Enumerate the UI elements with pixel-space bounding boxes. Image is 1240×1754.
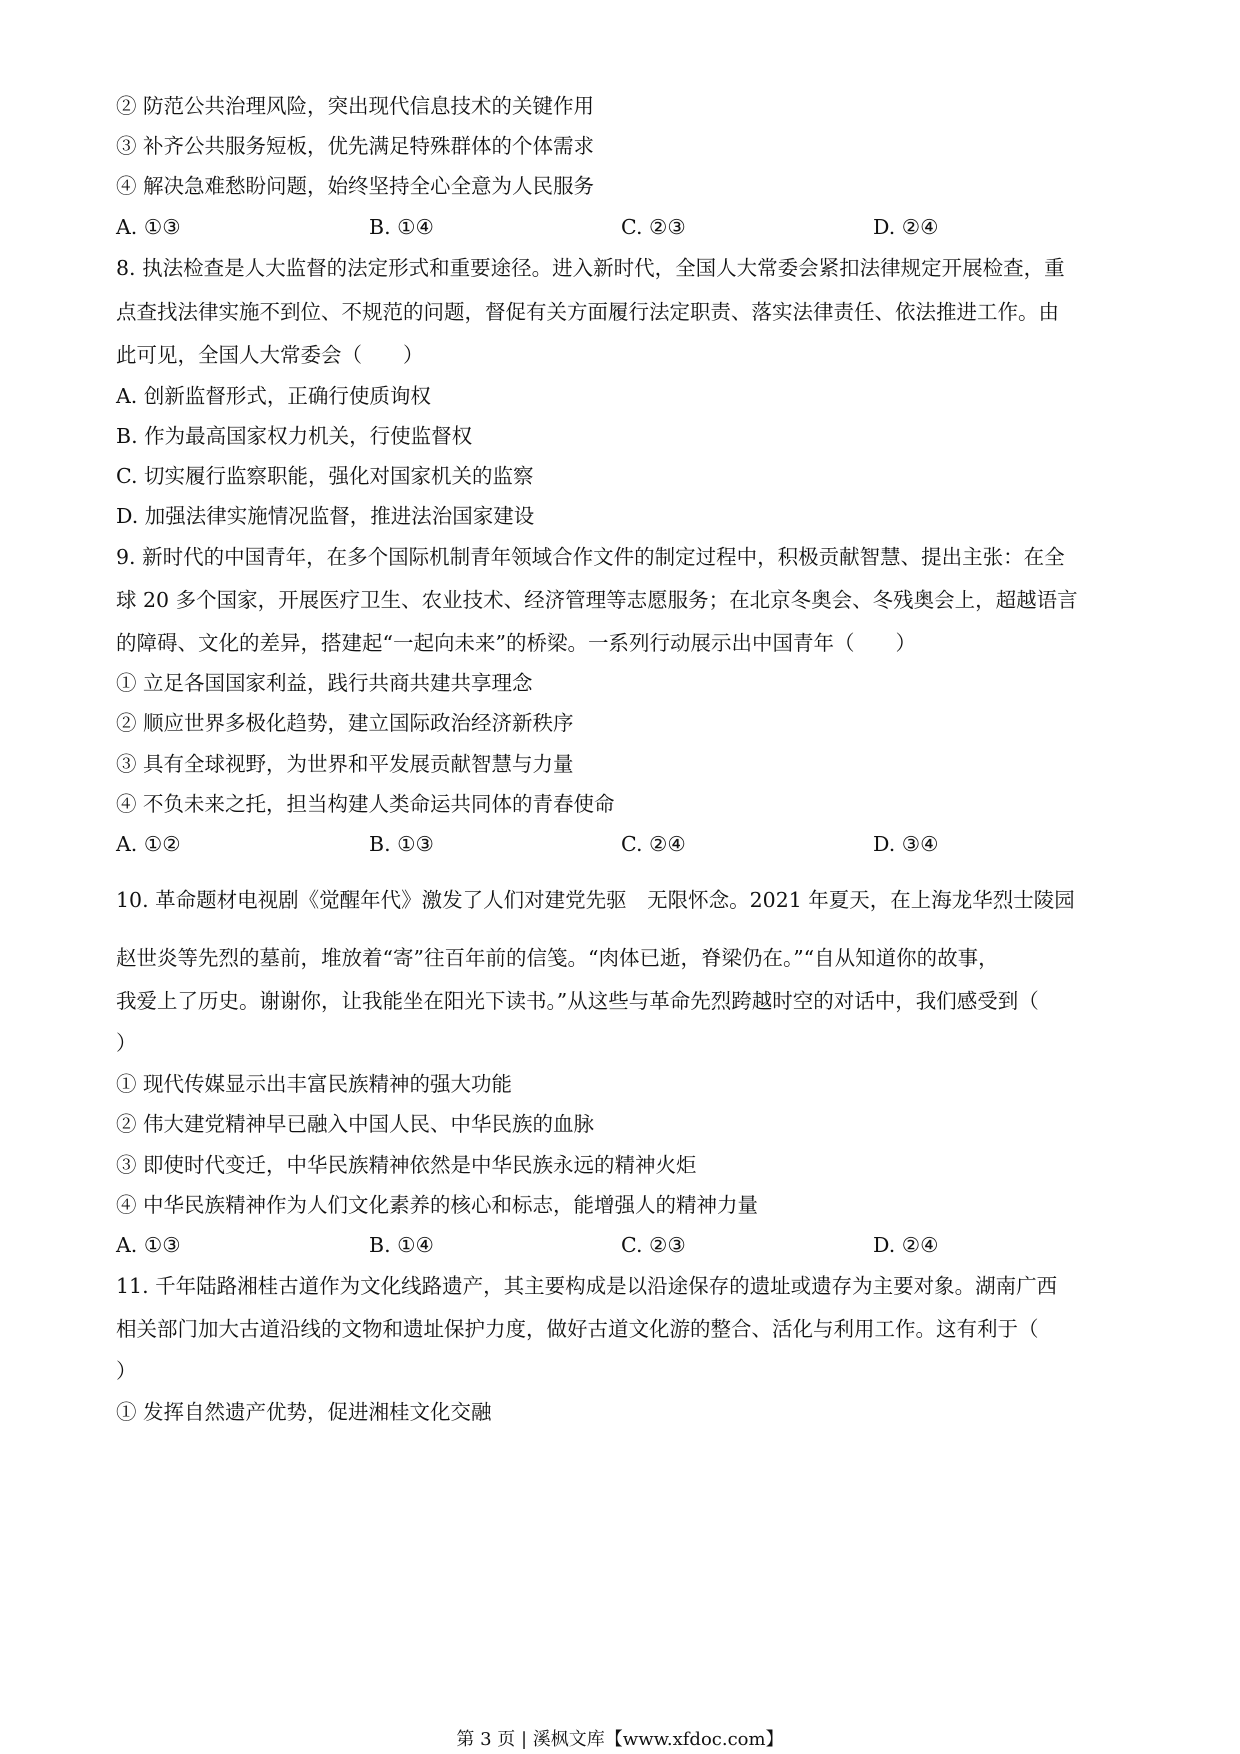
option-statement-3: ③ 具有全球视野，为世界和平发展贡献智慧与力量 bbox=[116, 752, 574, 776]
answer-choice-a: A. ①② bbox=[116, 832, 181, 856]
question-9-stem-line3: 的障碍、文化的差异，搭建起“一起向未来”的桥梁。一系列行动展示出中国青年（ ） bbox=[116, 631, 916, 655]
answer-choice-b: B. ①③ bbox=[369, 832, 434, 856]
option-statement-4: ④ 不负未来之托，担当构建人类命运共同体的青春使命 bbox=[116, 792, 615, 816]
option-statement-4: ④ 解决急难愁盼问题，始终坚持全心全意为人民服务 bbox=[116, 174, 595, 198]
option-statement-3: ③ 补齐公共服务短板，优先满足特殊群体的个体需求 bbox=[116, 134, 595, 158]
question-11-stem: 11. 千年陆路湘桂古道作为文化线路遗产，其主要构成是以沿途保存的遗址或遗存为主要对象。湖南广西 bbox=[116, 1274, 1058, 1298]
question-10-stem-line2: 赵世炎等先烈的墓前，堆放着“寄”往百年前的信笺。“肉体已逝，脊梁仍在。”“自从知道你的故事， bbox=[116, 946, 999, 970]
answer-choice-d: D. ②④ bbox=[873, 215, 939, 239]
option-statement-3: ③ 即使时代变迁，中华民族精神依然是中华民族永远的精神火炬 bbox=[116, 1153, 697, 1177]
answer-choice-c: C. ②③ bbox=[621, 1233, 686, 1257]
option-statement-2: ② 防范公共治理风险，突出现代信息技术的关键作用 bbox=[116, 94, 595, 118]
answer-choice-d: D. ③④ bbox=[873, 832, 939, 856]
question-11-stem-line3: ） bbox=[116, 1359, 137, 1383]
question-8-stem-line2: 点查找法律实施不到位、不规范的问题，督促有关方面履行法定职责、落实法律责任、依法推进工作。由 bbox=[116, 300, 1059, 324]
question-8-choice-c: C. 切实履行监察职能，强化对国家机关的监察 bbox=[116, 464, 534, 488]
answer-choices-q9 bbox=[116, 830, 1116, 858]
question-8-choice-d: D. 加强法律实施情况监督，推进法治国家建设 bbox=[116, 504, 535, 528]
option-statement-2: ② 伟大建党精神早已融入中国人民、中华民族的血脉 bbox=[116, 1112, 595, 1136]
option-statement-1: ① 发挥自然遗产优势，促进湘桂文化交融 bbox=[116, 1400, 492, 1424]
option-statement-1: ① 现代传媒显示出丰富民族精神的强大功能 bbox=[116, 1072, 513, 1096]
option-statement-2: ② 顺应世界多极化趋势，建立国际政治经济新秩序 bbox=[116, 711, 574, 735]
answer-choice-a: A. ①③ bbox=[116, 215, 181, 239]
question-11-stem-line2: 相关部门加大古道沿线的文物和遗址保护力度，做好古道文化游的整合、活化与利用工作。这有利于（ bbox=[116, 1317, 1039, 1341]
answer-choice-b: B. ①④ bbox=[369, 1233, 434, 1257]
question-9-stem-line2: 球 20 多个国家，开展医疗卫生、农业技术、经济管理等志愿服务；在北京冬奥会、冬残奥会上，超越语言 bbox=[116, 588, 1078, 612]
answer-choice-b: B. ①④ bbox=[369, 215, 434, 239]
page-footer: 第 3 页 | 溪枫文库【www.xfdoc.com】 bbox=[456, 1729, 784, 1750]
answer-choices-q7 bbox=[116, 213, 1116, 241]
answer-choices-q10 bbox=[116, 1231, 1116, 1259]
answer-choice-c: C. ②③ bbox=[621, 215, 686, 239]
answer-choice-c: C. ②④ bbox=[621, 832, 686, 856]
question-10-stem-line3: 我爱上了历史。谢谢你，让我能坐在阳光下读书。”从这些与革命先烈跨越时空的对话中，我们感受到（ bbox=[116, 989, 1039, 1013]
question-8-choice-b: B. 作为最高国家权力机关，行使监督权 bbox=[116, 424, 473, 448]
question-9-stem: 9. 新时代的中国青年，在多个国际机制青年领域合作文件的制定过程中，积极贡献智慧、提出主张：在全 bbox=[116, 545, 1065, 569]
question-8-choice-a: A. 创新监督形式，正确行使质询权 bbox=[116, 384, 431, 408]
answer-choice-d: D. ②④ bbox=[873, 1233, 939, 1257]
option-statement-4: ④ 中华民族精神作为人们文化素养的核心和标志，能增强人的精神力量 bbox=[116, 1193, 759, 1217]
option-statement-1: ① 立足各国国家利益，践行共商共建共享理念 bbox=[116, 671, 533, 695]
question-10-stem: 10. 革命题材电视剧《觉醒年代》激发了人们对建党先驱 无限怀念。2021 年夏天，在上海龙华烈士陵园 bbox=[116, 888, 1075, 912]
question-8-stem: 8. 执法检查是人大监督的法定形式和重要途径。进入新时代，全国人大常委会紧扣法律规定开展检查，重 bbox=[116, 256, 1065, 280]
question-8-stem-line3: 此可见，全国人大常委会（ ） bbox=[116, 343, 424, 367]
answer-choice-a: A. ①③ bbox=[116, 1233, 181, 1257]
question-10-stem-line4: ） bbox=[116, 1031, 137, 1055]
